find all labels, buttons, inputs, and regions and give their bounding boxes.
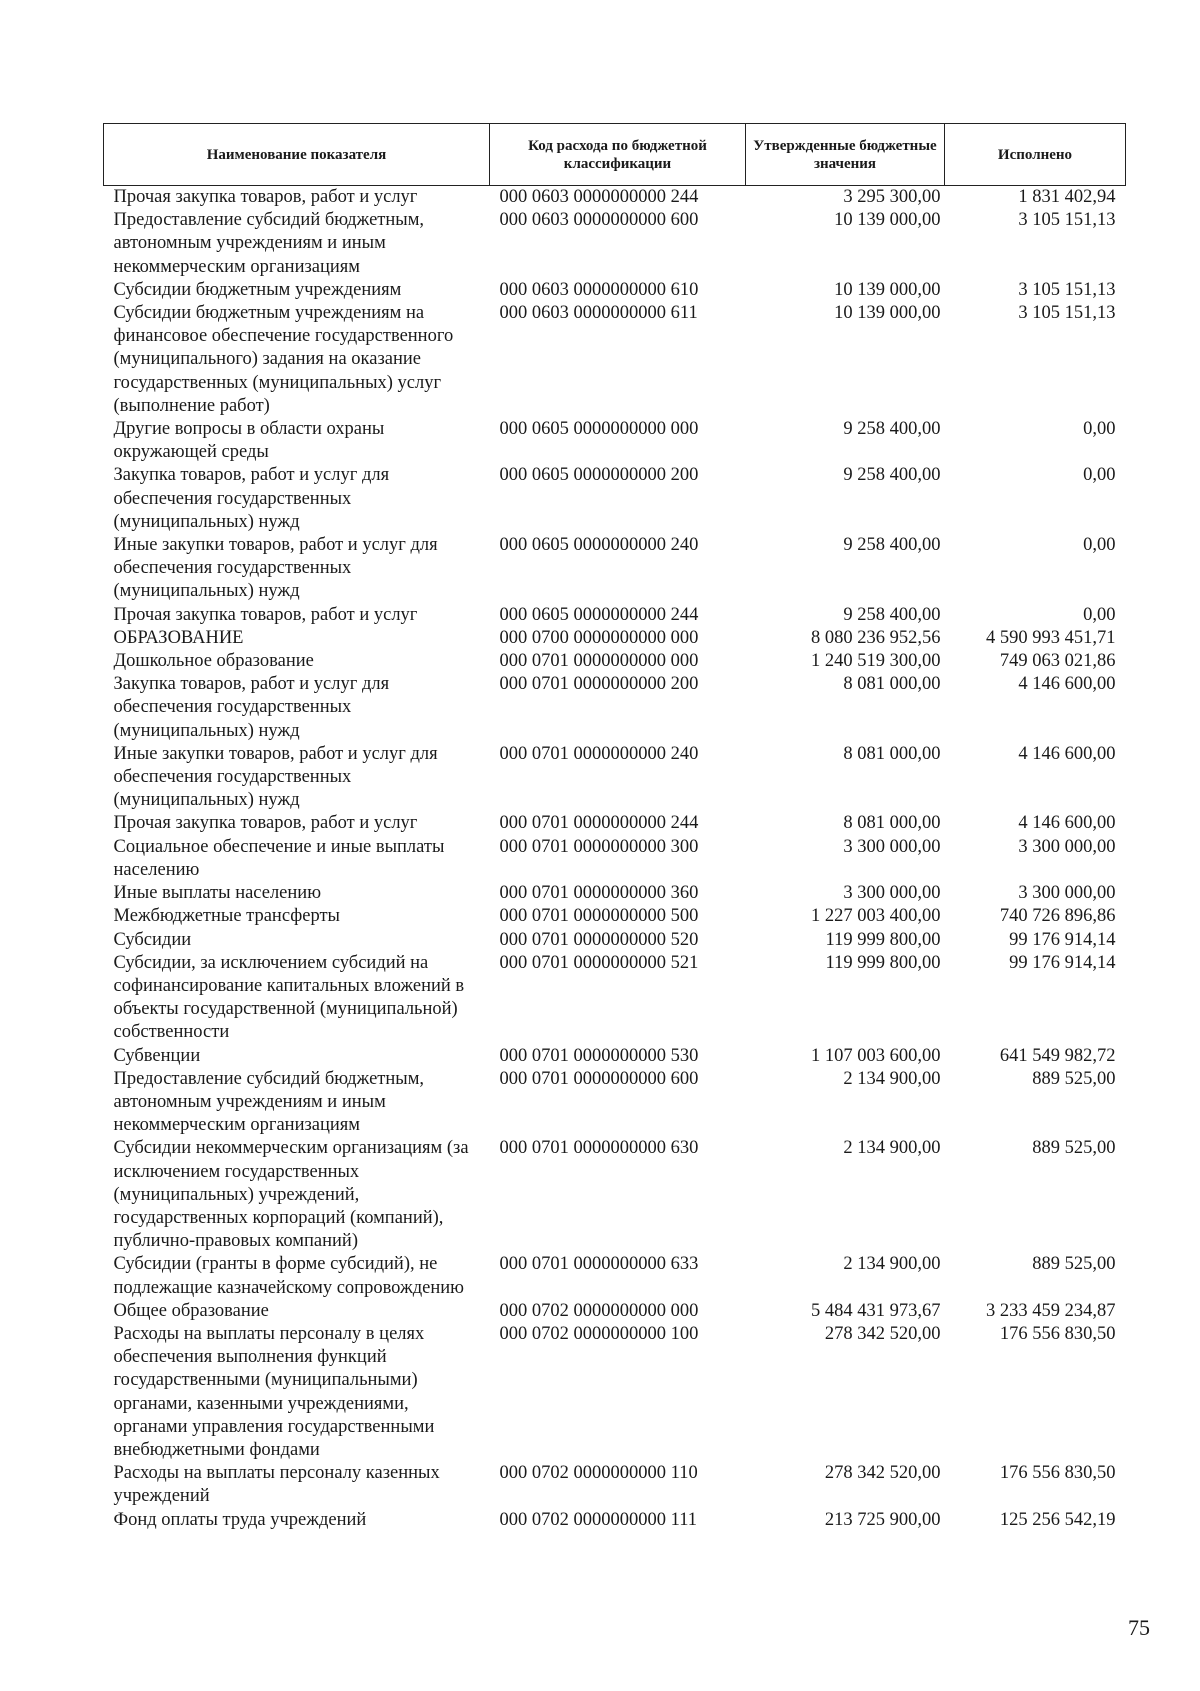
row-code: 000 0701 0000000000 244 [499,813,699,834]
row-name: Субсидии некоммерческим организациям (за исключением государственных (муниципальных) учреждений, государственных корпораций (компаний), публично-правовых компаний) [113,1138,469,1252]
row-plan: 1 227 003 400,00 [811,906,941,927]
row-name: Другие вопросы в области охраны окружающей среды [113,419,385,463]
row-code: 000 0702 0000000000 100 [499,1323,699,1344]
row-plan: 119 999 800,00 [825,952,941,973]
row-name: Иные выплаты населению [113,883,322,904]
row-code: 000 0603 0000000000 611 [499,303,698,324]
row-plan: 278 342 520,00 [824,1463,941,1484]
table-row [104,1253,1126,1299]
row-code: 000 0701 0000000000 200 [499,674,699,695]
table-row [104,1137,1126,1253]
table-row [104,905,1126,928]
row-done: 749 063 021,86 [999,651,1116,672]
table-row [104,302,1126,418]
row-plan: 8 081 000,00 [843,743,941,764]
row-plan: 213 725 900,00 [824,1509,941,1530]
table-row [104,418,1126,464]
row-done: 1 831 402,94 [1018,187,1116,207]
table-row [104,743,1126,813]
row-name: Прочая закупка товаров, работ и услуг [113,187,418,207]
table-row [104,673,1126,743]
row-code: 000 0701 0000000000 520 [499,929,699,950]
row-done: 99 176 914,14 [1009,952,1116,973]
table-row [104,534,1126,604]
row-code: 000 0605 0000000000 000 [499,419,699,440]
table-row [104,882,1126,905]
row-code: 000 0701 0000000000 240 [499,743,699,764]
row-code: 000 0605 0000000000 200 [499,465,699,486]
row-code: 000 0603 0000000000 600 [499,210,699,231]
row-plan: 1 240 519 300,00 [811,651,941,672]
row-done: 3 233 459 234,87 [986,1300,1116,1321]
budget-execution-table [103,123,1126,1532]
row-plan: 2 134 900,00 [843,1138,941,1159]
row-name: Субвенции [113,1045,201,1066]
row-name: Закупка товаров, работ и услуг для обеспечения государственных (муниципальных) нужд [113,674,390,741]
row-done: 0,00 [1083,465,1116,486]
table-row [104,1068,1126,1138]
row-name: Субсидии, за исключением субсидий на софинансирование капитальных вложений в объекты государственной (муниципальной) собственности [113,952,465,1043]
table-row [104,929,1126,952]
row-name: Субсидии бюджетным учреждениям [113,279,402,300]
row-code: 000 0701 0000000000 600 [499,1068,699,1089]
row-done: 641 549 982,72 [999,1045,1116,1066]
row-name: Прочая закупка товаров, работ и услуг [113,813,418,834]
table-row [104,1462,1126,1508]
row-plan: 9 258 400,00 [843,465,941,486]
row-name: Субсидии бюджетным учреждениям на финансовое обеспечение государственного (муниципального) задания на оказание государственных (муниципальных) услуг (выполнение работ) [113,303,454,416]
row-name: Субсидии [113,929,192,950]
row-done: 0,00 [1083,535,1116,556]
table-row [104,186,1126,210]
header-code: Код расхода по бюджетной классификации [490,124,746,186]
row-code: 000 0702 0000000000 000 [499,1300,699,1321]
table-row [104,650,1126,673]
row-plan: 2 134 900,00 [843,1068,941,1089]
row-code: 000 0700 0000000000 000 [499,627,699,648]
table-row [104,836,1126,882]
row-code: 000 0605 0000000000 244 [499,604,699,625]
row-name: Предоставление субсидий бюджетным, автономным учреждениям и иным некоммерческим организациям [113,210,425,277]
table-row [104,1509,1126,1532]
table-row [104,279,1126,302]
table-row [104,1323,1126,1462]
table-row [104,952,1126,1045]
row-code: 000 0701 0000000000 521 [499,952,699,973]
row-plan: 3 300 000,00 [843,836,941,857]
row-code: 000 0603 0000000000 244 [499,187,699,207]
row-done: 176 556 830,50 [999,1463,1116,1484]
row-done: 889 525,00 [1032,1254,1116,1275]
row-done: 3 105 151,13 [1018,210,1116,231]
row-plan: 3 295 300,00 [843,187,941,207]
row-name: Межбюджетные трансферты [113,906,340,927]
row-done: 4 146 600,00 [1018,813,1116,834]
row-done: 4 146 600,00 [1018,674,1116,695]
row-name: Расходы на выплаты персоналу в целях обеспечения выполнения функций государственными (муниципальными) органами, казенными учреждениями, органами управления государственными внебюджетными фондами [113,1323,435,1460]
row-plan: 9 258 400,00 [843,535,941,556]
row-done: 176 556 830,50 [999,1323,1116,1344]
row-name: Субсидии (гранты в форме субсидий), не подлежащие казначейскому сопровождению [113,1254,464,1298]
table-header [104,124,1126,186]
row-plan: 2 134 900,00 [843,1254,941,1275]
row-code: 000 0701 0000000000 633 [499,1254,699,1275]
row-done: 740 726 896,86 [999,906,1116,927]
row-code: 000 0701 0000000000 630 [499,1138,699,1159]
row-code: 000 0702 0000000000 110 [499,1463,698,1484]
row-done: 4 590 993 451,71 [986,627,1116,648]
table-row [104,604,1126,627]
row-plan: 8 081 000,00 [843,674,941,695]
row-plan: 278 342 520,00 [824,1323,941,1344]
table-row [104,209,1126,279]
table-row [104,1300,1126,1323]
table-body [104,186,1126,1532]
header-name: Наименование показателя [104,124,490,186]
row-name: Предоставление субсидий бюджетным, автономным учреждениям и иным некоммерческим организациям [113,1068,425,1136]
row-done: 3 105 151,13 [1018,303,1116,324]
row-done: 3 105 151,13 [1018,279,1116,300]
row-name: Расходы на выплаты персоналу казенных учреждений [113,1463,440,1507]
row-name: Иные закупки товаров, работ и услуг для обеспечения государственных (муниципальных) нужд [113,535,438,602]
row-code: 000 0701 0000000000 360 [499,883,699,904]
row-code: 000 0701 0000000000 300 [499,836,699,857]
row-plan: 10 139 000,00 [834,303,941,324]
row-done: 125 256 542,19 [999,1509,1116,1530]
table-row [104,812,1126,835]
row-name: Закупка товаров, работ и услуг для обеспечения государственных (муниципальных) нужд [113,465,390,532]
row-name: Социальное обеспечение и иные выплаты населению [113,836,445,880]
row-done: 3 300 000,00 [1018,883,1116,904]
row-plan: 10 139 000,00 [834,210,941,231]
row-name: ОБРАЗОВАНИЕ [113,627,244,648]
row-name: Дошкольное образование [113,651,314,672]
row-done: 0,00 [1083,604,1116,625]
row-plan: 8 081 000,00 [843,813,941,834]
table-row [104,627,1126,650]
page-number: 75 [1128,1615,1150,1640]
row-plan: 9 258 400,00 [843,604,941,625]
row-done: 99 176 914,14 [1009,929,1116,950]
row-plan: 5 484 431 973,67 [811,1300,941,1321]
row-code: 000 0701 0000000000 000 [499,651,699,672]
row-name: Прочая закупка товаров, работ и услуг [113,604,418,625]
row-name: Иные закупки товаров, работ и услуг для обеспечения государственных (муниципальных) нужд [113,743,438,811]
row-plan: 119 999 800,00 [825,929,941,950]
header-done: Исполнено [945,124,1126,186]
row-code: 000 0603 0000000000 610 [499,279,699,300]
row-plan: 3 300 000,00 [843,883,941,904]
row-done: 3 300 000,00 [1018,836,1116,857]
row-plan: 1 107 003 600,00 [811,1045,941,1066]
row-done: 889 525,00 [1032,1138,1116,1159]
row-plan: 10 139 000,00 [834,279,941,300]
row-done: 889 525,00 [1032,1068,1116,1089]
table-row [104,464,1126,534]
table-row [104,1045,1126,1068]
row-plan: 8 080 236 952,56 [811,627,941,648]
row-name: Общее образование [113,1300,269,1321]
header-plan: Утвержденные бюджетные значения [746,124,945,186]
row-code: 000 0702 0000000000 111 [499,1509,698,1530]
row-code: 000 0605 0000000000 240 [499,535,699,556]
row-name: Фонд оплаты труда учреждений [113,1509,367,1530]
row-done: 4 146 600,00 [1018,743,1116,764]
row-code: 000 0701 0000000000 500 [499,906,699,927]
row-done: 0,00 [1083,419,1116,440]
row-code: 000 0701 0000000000 530 [499,1045,699,1066]
row-plan: 9 258 400,00 [843,419,941,440]
